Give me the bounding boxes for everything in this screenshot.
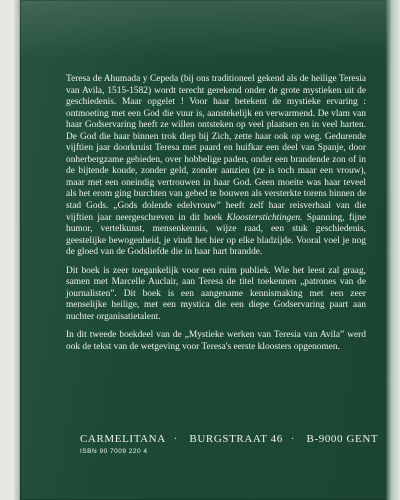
blurb-paragraph-3: In dit tweede boekdeel van de „Mystieke werken van Teresia van Avila” werd ook de tekst van de wetgeving voor Teresa's eerste kloosters opgenomen. (66, 330, 366, 353)
separator-2: · (290, 433, 296, 445)
publisher-line (80, 433, 380, 445)
plastic-glare (20, 0, 388, 60)
blurb-paragraph-1 (66, 74, 366, 259)
publisher-city: B-9000 GENT (306, 433, 379, 445)
isbn-number: ISBN 90 7009 220 4 (80, 448, 148, 455)
publisher-name: CARMELITANA (80, 433, 166, 445)
publisher-footer (80, 433, 380, 455)
paragraph-1-main: Teresa de Ahumada y Cepeda (bij ons traditioneel gekend als de heilige Teresia van Avila, 1515-1582) wordt terecht gerekend onder de grote mystieken uit de geschiedenis. Maar opgelet ! Voor haar betekent de mystieke ervaring : ontmoeting met een God die vuur is, aanstekelijk en verwarmend. De vlam van haar Godservaring heeft ze willen ontsteken op veel plaatsen en in veel harten. De God die haar binnen trok diep bij Zich, zette haar ook op weg. Gedurende vijftien jaar doorkruist Teresa met paard en huifkar een deel van Spanje, door onherbergzame gebieden, over hobbelige paden, onder een brandende zon of in de bijtende koude, zonder geld, zonder aanzien (ze is toch maar een vrouw), maar met een oneindig vertrouwen in haar God. Geen moeite was haar teveel als het erom ging burchten van gebed te bouwen als versterkte torens binnen de stad Gods. „Gods dolende edelvrouw” heeft zelf haar reisverhaal van die vijftien jaar neergeschreven in dit boek (66, 74, 366, 223)
blurb-text (66, 74, 366, 361)
shrinkwrap-edge-right (386, 0, 400, 500)
separator-1: · (173, 433, 179, 445)
publisher-street: BURGSTRAAT 46 (189, 433, 283, 445)
blurb-paragraph-2: Dit boek is zeer toegankelijk voor een ruim publiek. Wie het leest zal graag, samen met Marcelle Auclair, aan Teresa de titel toekennen „patrones van de journalisten”. Dit boek is een aangename kennismaking met een zeer menselijke heilige, met een mystica die een diepe Godservaring paart aan nuchter organisatietalent. (66, 265, 366, 322)
book-title-italic: Kloosterstichtingen. (226, 212, 303, 223)
paragraph-1-end: Spanning, fijne humor, vertelkunst, mensenkennis, wijze raad, een stuk geschiedenis, geestelijke bewogenheid, je vindt het hier op elke bladzijde. Vooral voel je nog de gloed van de Godsliefde die in haar hart brandde. (66, 212, 366, 258)
